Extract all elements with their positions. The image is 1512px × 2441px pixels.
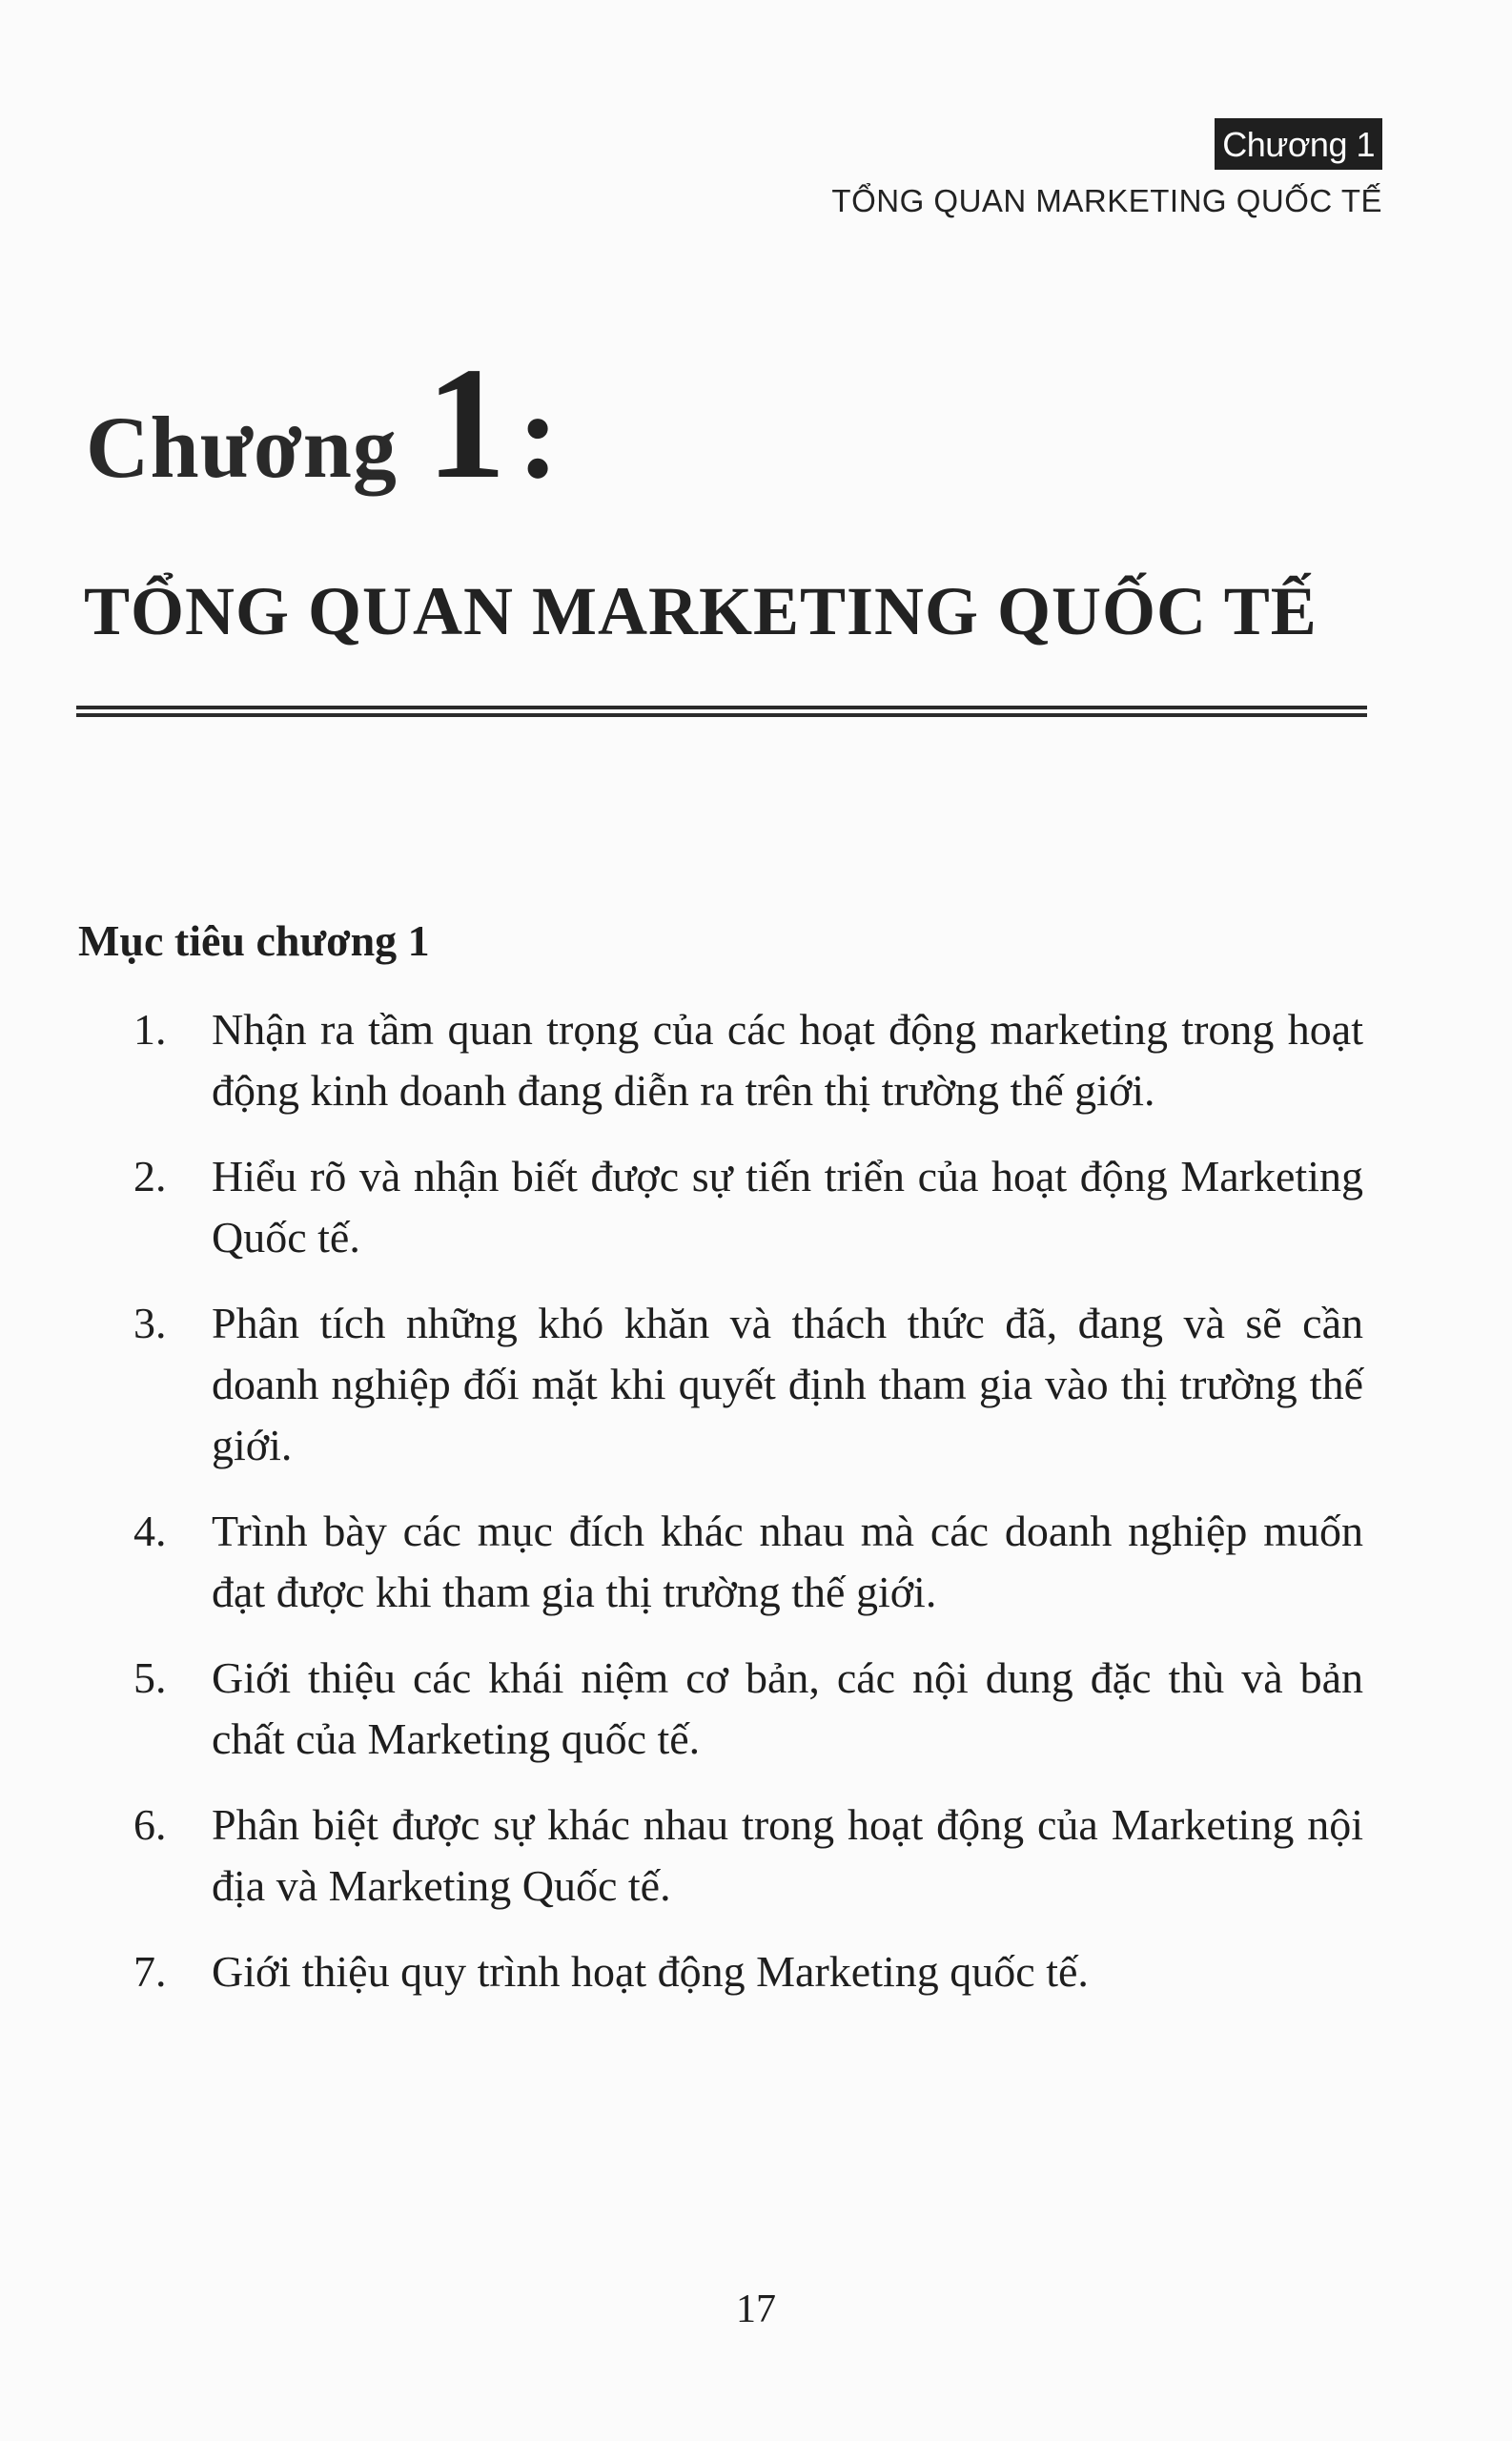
- objective-list: [133, 999, 1363, 2027]
- double-rule-divider: [76, 706, 1367, 719]
- objective-number: 3.: [133, 1299, 167, 1347]
- objective-number: 4.: [133, 1507, 167, 1555]
- objective-item: [133, 1146, 1363, 1268]
- objective-number: 5.: [133, 1653, 167, 1702]
- chapter-heading: [86, 335, 560, 512]
- objective-text: Hiểu rõ và nhận biết được sự tiến triển của hoạt động Marketing Quốc tế.: [212, 1152, 1363, 1262]
- chapter-number: 1: [425, 335, 506, 512]
- rule-line-bottom: [76, 713, 1367, 717]
- objective-text: Trình bày các mục đích khác nhau mà các doanh nghiệp muốn đạt được khi tham gia thị trường thế giới.: [212, 1507, 1363, 1616]
- running-header: [831, 118, 1382, 219]
- objective-text: Phân biệt được sự khác nhau trong hoạt động của Marketing nội địa và Marketing Quốc tế.: [212, 1800, 1363, 1910]
- chapter-word: Chương: [86, 399, 398, 496]
- objective-text: Phân tích những khó khăn và thách thức đã, đang và sẽ cần doanh nghiệp đối mặt khi quyết định tham gia vào thị trường thế giới.: [212, 1299, 1363, 1469]
- objective-text: Nhận ra tầm quan trọng của các hoạt động marketing trong hoạt động kinh doanh đang diễn ra trên thị trường thế giới.: [212, 1005, 1363, 1115]
- objective-text: Giới thiệu quy trình hoạt động Marketing quốc tế.: [212, 1947, 1089, 1996]
- objective-number: 7.: [133, 1947, 167, 1996]
- objective-item: [133, 1293, 1363, 1476]
- running-title: TỔNG QUAN MARKETING QUỐC TẾ: [831, 183, 1382, 218]
- objectives-heading: Mục tiêu chương 1: [78, 916, 430, 965]
- objective-item: [133, 1941, 1363, 2002]
- objective-number: 1.: [133, 1005, 167, 1054]
- chapter-title: TỔNG QUAN MARKETING QUỐC TẾ: [84, 573, 1318, 649]
- chapter-tag: Chương 1: [1215, 118, 1382, 170]
- page-number: 17: [736, 2287, 776, 2331]
- objective-number: 2.: [133, 1152, 167, 1200]
- objective-item: [133, 1795, 1363, 1917]
- chapter-colon: :: [517, 367, 560, 504]
- objective-item: [133, 999, 1363, 1121]
- rule-line-top: [76, 706, 1367, 709]
- objective-text: Giới thiệu các khái niệm cơ bản, các nội dung đặc thù và bản chất của Marketing quốc tế.: [212, 1653, 1363, 1763]
- objective-item: [133, 1648, 1363, 1770]
- objective-item: [133, 1501, 1363, 1623]
- objective-number: 6.: [133, 1800, 167, 1849]
